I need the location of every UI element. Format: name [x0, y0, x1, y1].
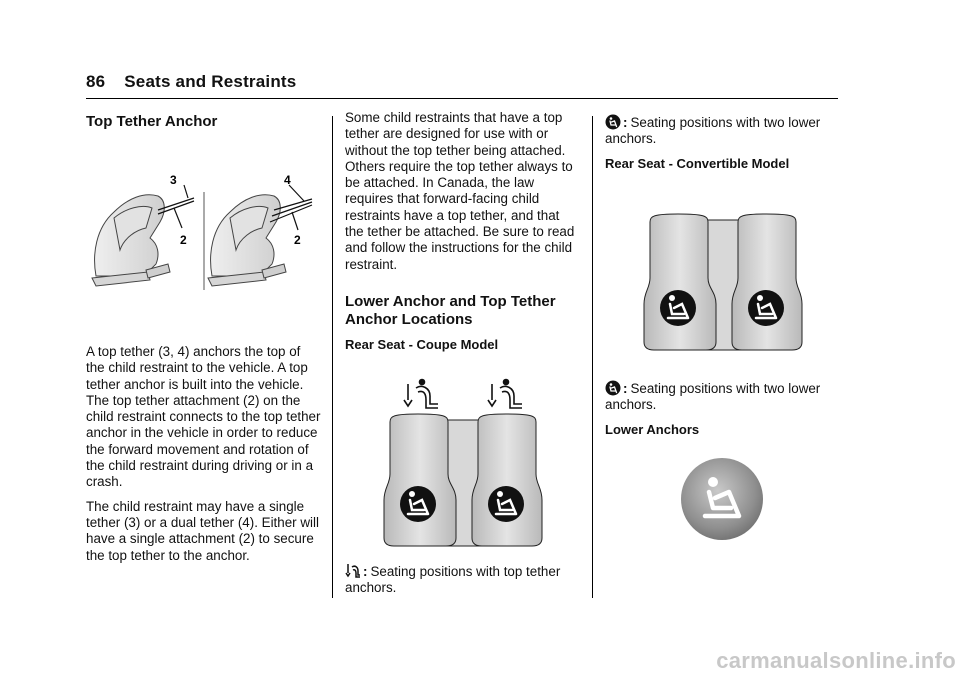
coupe-caption	[345, 563, 577, 597]
col2-body	[345, 110, 577, 273]
lower-anchors-subheading: Lower Anchors	[605, 422, 700, 437]
label-3: 3	[170, 173, 177, 187]
lower-anchor-icon	[748, 290, 784, 326]
coupe-rear-seat-diagram	[378, 378, 548, 550]
lower-anchor-icon	[660, 290, 696, 326]
right-seat	[732, 214, 802, 350]
lower-anchor-icon	[400, 486, 436, 522]
lower-anchor-heading-line-1: Lower Anchor and Top Tether	[345, 293, 556, 310]
col2-paragraph-1: Some child restraints that have a top tether are designed for use with or without the top tether being attached. Others require the top tether always to be attached. In Canada, the law requires that forward-facing child restraints have a top tether, and that the tether be attached. Be sure to read and follow the instructions for the child restraint.	[345, 110, 575, 272]
child-seat-dual-tether	[208, 195, 286, 286]
watermark: carmanualsonline.info	[716, 648, 956, 673]
top-tether-anchor-heading: Top Tether Anchor	[86, 113, 218, 130]
coupe-caption-text: Seating positions with top tether anchors.	[345, 564, 561, 596]
coupe-model-subheading: Rear Seat - Coupe Model	[345, 337, 499, 352]
tether-seat-illustration	[86, 168, 322, 294]
page-number: 86	[86, 72, 106, 91]
lower-anchor-icon	[488, 486, 524, 522]
tether-anchor-icon	[404, 380, 438, 409]
page-header	[86, 72, 296, 92]
convertible-rear-seat-diagram	[638, 208, 808, 352]
tether-anchor-icon	[345, 563, 361, 579]
col1-body	[86, 344, 322, 564]
caption-colon: :	[623, 381, 628, 396]
column-divider-1	[332, 116, 333, 598]
lower-anchor-symbol	[679, 456, 765, 542]
caption-colon: :	[363, 564, 368, 579]
convertible-model-subheading: Rear Seat - Convertible Model	[605, 156, 790, 171]
column-divider-2	[592, 116, 593, 598]
col3-caption-1	[605, 114, 837, 148]
label-2a: 2	[180, 233, 187, 247]
right-seat	[472, 414, 542, 546]
label-4: 4	[284, 173, 291, 187]
col3-caption-2	[605, 380, 837, 414]
lower-anchor-icon	[605, 380, 621, 396]
col3-caption-2-text: Seating positions with two lower anchors.	[605, 381, 821, 413]
col3-caption-1-text: Seating positions with two lower anchors.	[605, 115, 821, 147]
left-seat	[644, 214, 716, 350]
lower-anchor-icon	[605, 114, 621, 130]
header-rule	[86, 98, 838, 99]
section-title: Seats and Restraints	[124, 72, 297, 91]
col1-paragraph-2: The child restraint may have a single tether (3) or a dual tether (4). Either will have a single attachment (2) to secure the top tether to the anchor.	[86, 498, 319, 563]
col1-paragraph-1: A top tether (3, 4) anchors the top of the child restraint to the vehicle. A top tether anchor is built into the vehicle. The top tether attachment (2) on the child restraint connects to the top tether anchor in the vehicle in order to reduce the forward movement and rotation of the child restraint during driving or in a crash.	[86, 344, 321, 490]
child-seat-single-tether	[92, 195, 170, 286]
left-seat	[384, 414, 456, 546]
label-2b: 2	[294, 233, 301, 247]
lower-anchor-heading-line-2: Anchor Locations	[345, 311, 473, 328]
tether-anchor-icon	[488, 380, 522, 409]
lower-anchor-heading	[345, 293, 577, 329]
caption-colon: :	[623, 115, 628, 130]
